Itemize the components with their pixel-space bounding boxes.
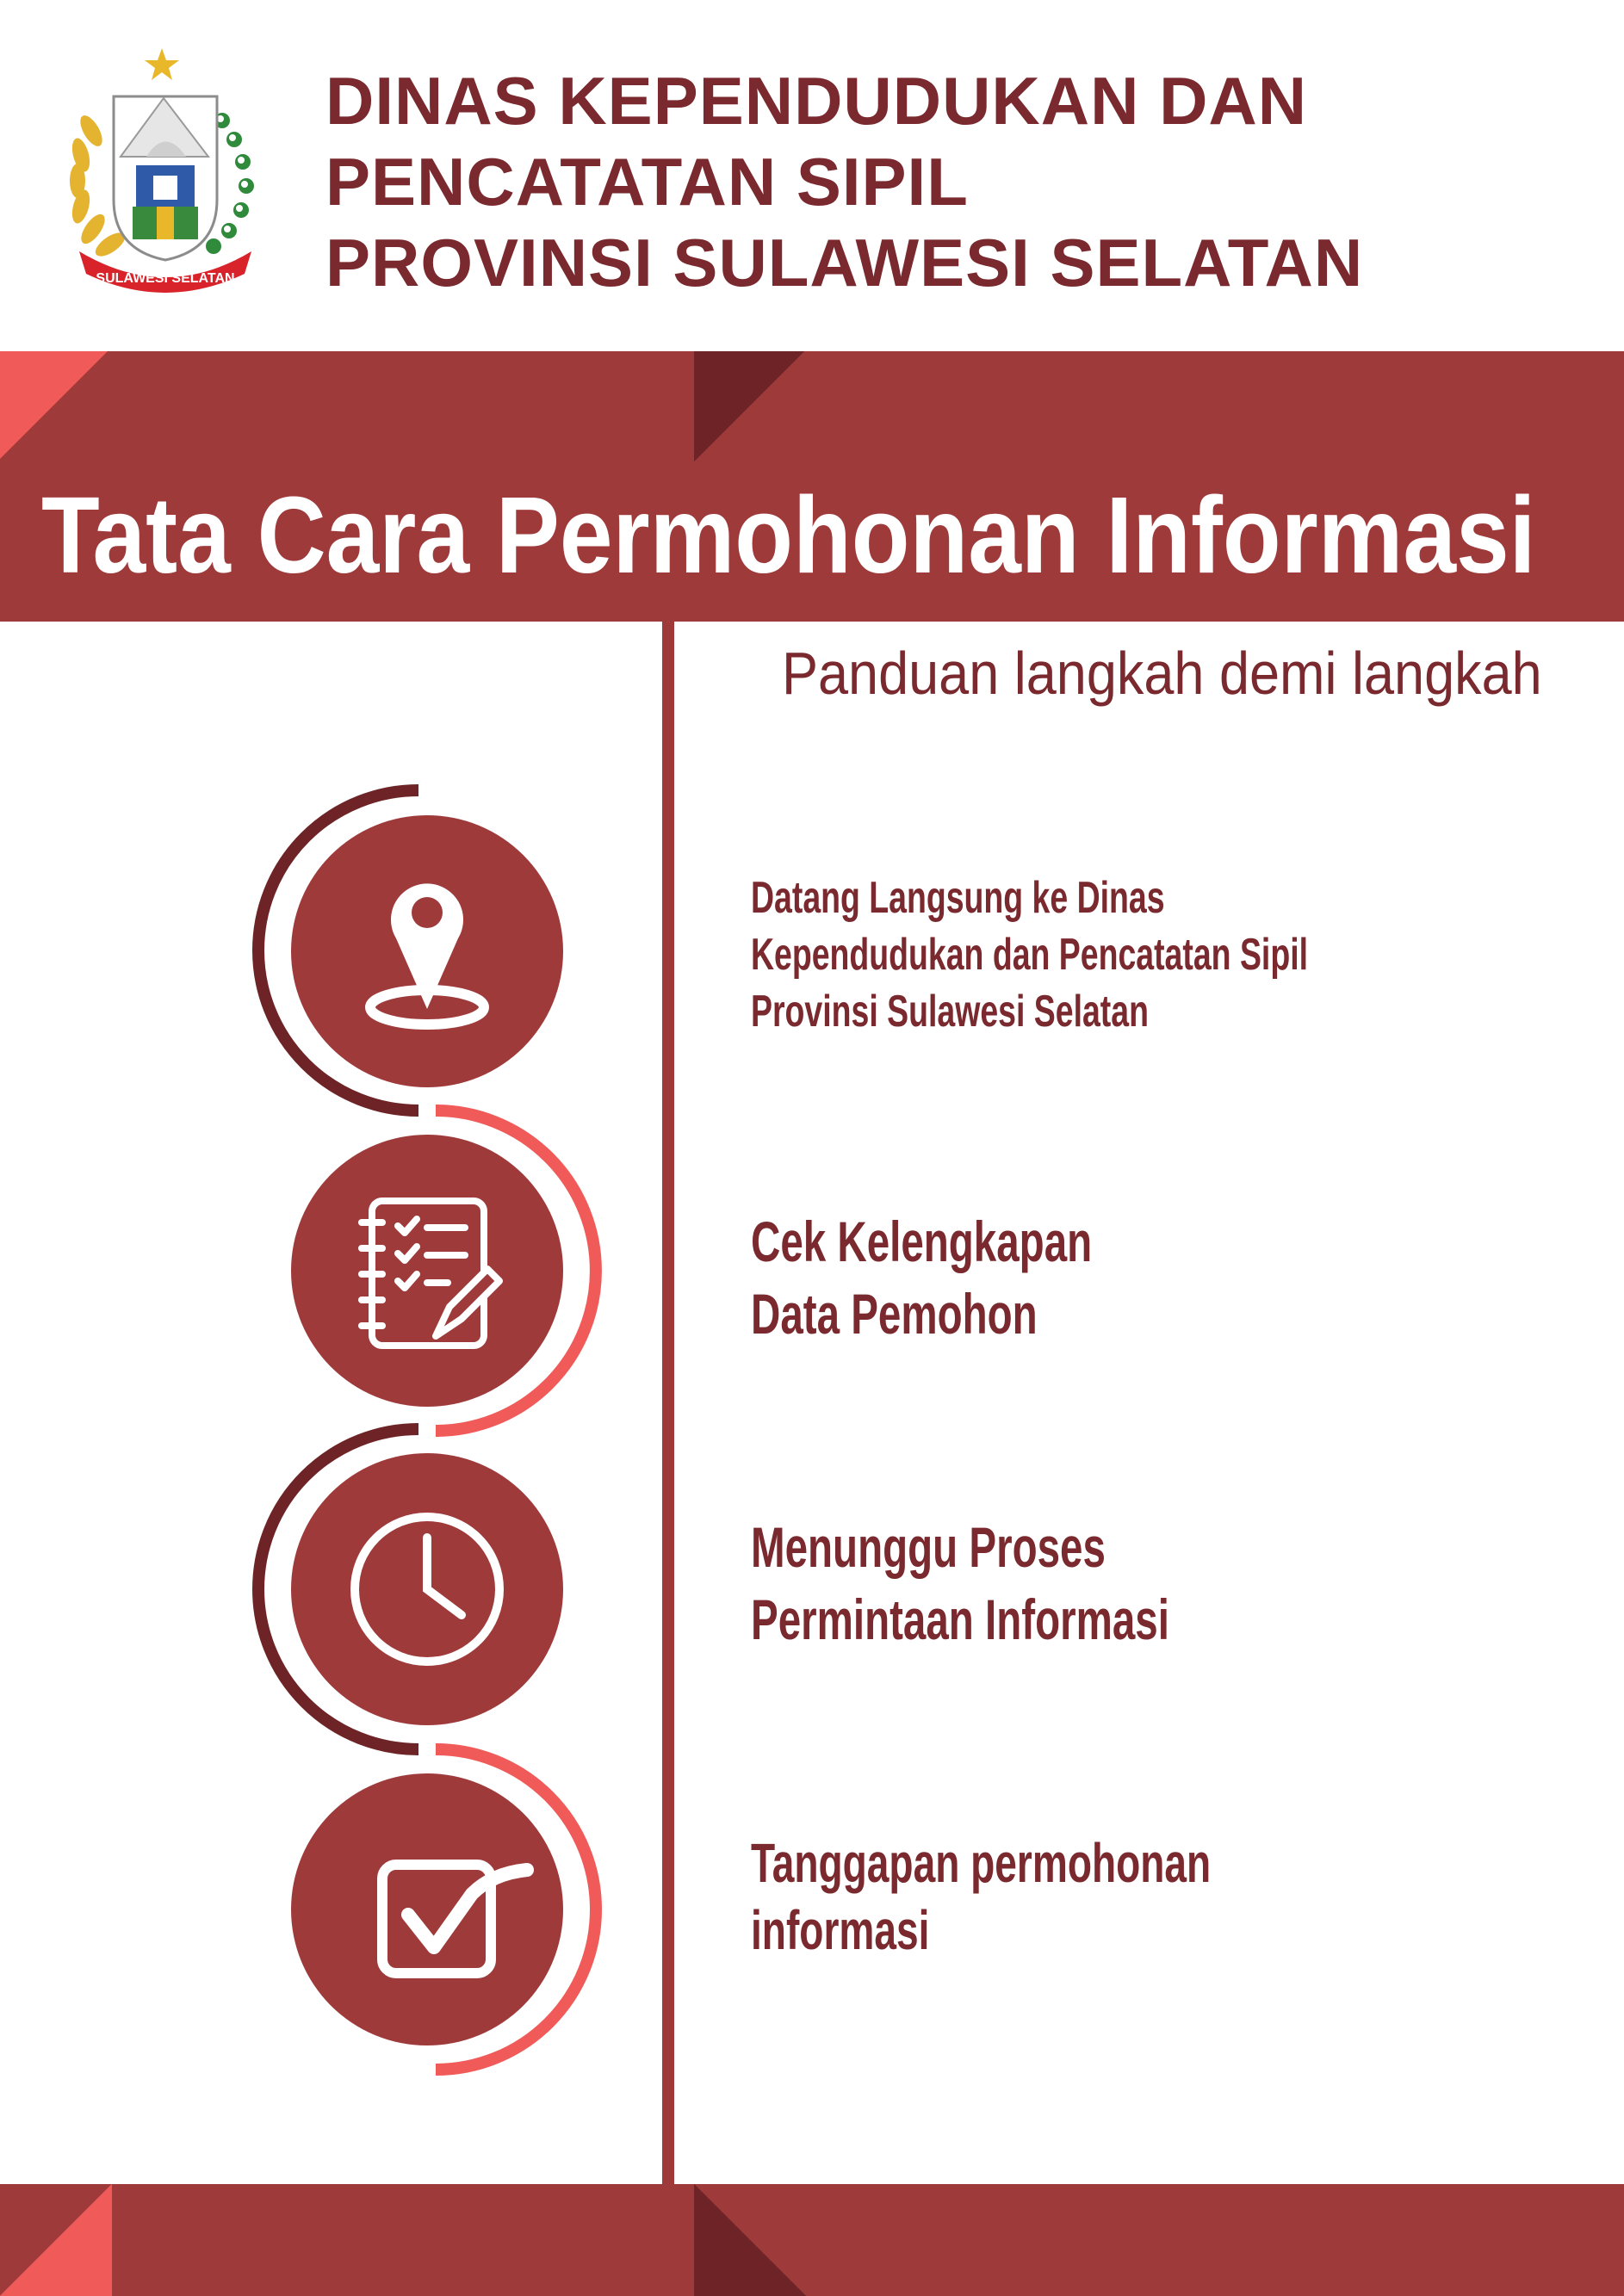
banner-corner-accent bbox=[0, 351, 108, 459]
step-4-badge bbox=[291, 1749, 596, 2070]
footer-banner bbox=[0, 2184, 1624, 2296]
step-3-line-1: Menunggu Proses bbox=[751, 1515, 1106, 1579]
vertical-divider bbox=[662, 620, 674, 2187]
footer-fold-accent bbox=[694, 2184, 806, 2296]
step-3-line-2: Permintaan Informasi bbox=[751, 1587, 1169, 1651]
footer-corner-accent bbox=[0, 2184, 112, 2296]
step-4-line-1: Tanggapan permohonan bbox=[751, 1832, 1212, 1894]
banner-fold-accent bbox=[694, 351, 804, 461]
org-line-3: PROVINSI SULAWESI SELATAN bbox=[325, 225, 1364, 300]
step-1-line-1: Datang Langsung ke Dinas bbox=[751, 873, 1165, 923]
step-1-line-3: Provinsi Sulawesi Selatan bbox=[751, 987, 1149, 1037]
step-1-text bbox=[751, 870, 1308, 1040]
step-3-badge bbox=[258, 1429, 563, 1749]
provincial-emblem-logo bbox=[60, 45, 271, 294]
step-4-line-2: informasi bbox=[751, 1899, 930, 1961]
step-4-text bbox=[751, 1829, 1211, 1964]
organization-name bbox=[325, 60, 1363, 303]
org-line-2: PENCATATAN SIPIL bbox=[325, 144, 969, 220]
step-1-line-2: Kependudukan dan Pencatatan Sipil bbox=[751, 930, 1308, 980]
page-subtitle: Panduan langkah demi langkah bbox=[782, 640, 1542, 707]
step-2-text bbox=[751, 1205, 1092, 1350]
steps-timeline bbox=[0, 758, 654, 2101]
step-2-badge bbox=[291, 1111, 596, 1431]
org-line-1: DINAS KEPENDUDUKAN DAN bbox=[325, 63, 1308, 139]
step-2-line-2: Data Pemohon bbox=[751, 1282, 1038, 1346]
step-2-line-1: Cek Kelengkapan bbox=[751, 1210, 1093, 1273]
svg-text:SULAWESI SELATAN: SULAWESI SELATAN bbox=[96, 271, 235, 286]
step-1-badge bbox=[258, 790, 563, 1111]
step-3-text bbox=[751, 1511, 1169, 1655]
page-title: Tata Cara Permohonan Informasi bbox=[41, 474, 1536, 596]
